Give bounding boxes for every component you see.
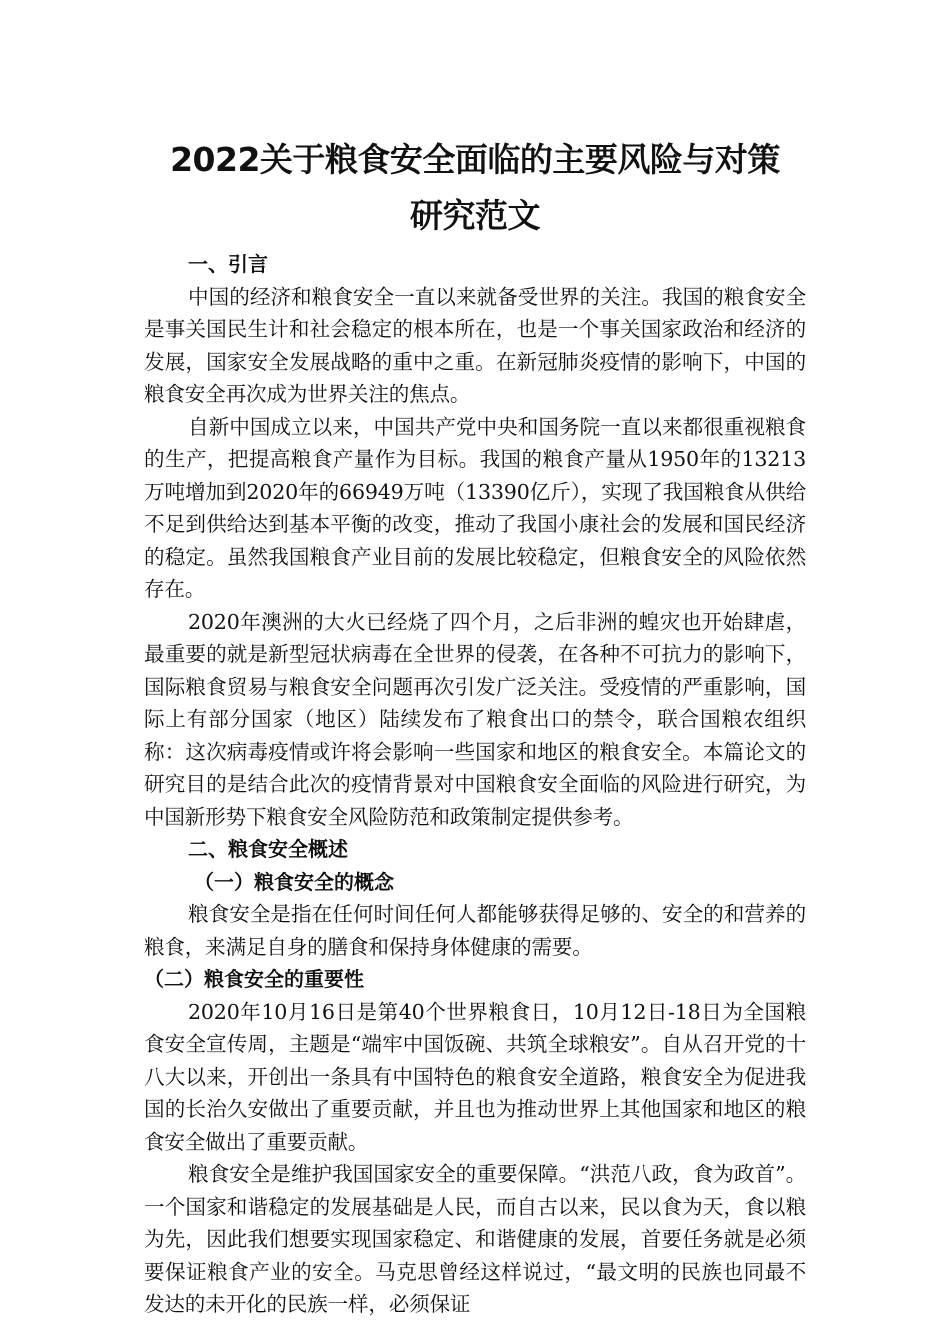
paragraph-3: 2020年澳洲的大火已经烧了四个月，之后非洲的蝗灾也开始肆虐，最重要的就是新型冠状病毒在全世界的侵袭，在各种不可抗力的影响下，国际粮食贸易与粮食安全问题再次引发广泛关注。受疫情的严重影响，国际上有部分国家（地区）陆续发布了粮食出口的禁令，联合国粮农组织称：这次病毒疫情或许将会影响一些国家和地区的粮食安全。本篇论文的研究目的是结合此次的疫情背景对中国粮食安全面临的风险进行研究，为中国新形势下粮食安全风险防范和政策制定提供参考。 (144, 609, 806, 829)
title-line-2: 研究范文 (410, 196, 540, 235)
subsection-heading-concept: （一）粮食安全的概念 (194, 869, 394, 894)
subsection-heading-importance: （二）粮食安全的重要性 (144, 967, 364, 991)
document-title (144, 132, 806, 244)
paragraph-1: 中国的经济和粮食安全一直以来就备受世界的关注。我国的粮食安全是事关国民生计和社会稳定的根本所在，也是一个事关国家政治和经济的发展，国家安全发展战略的重中之重。在新冠肺炎疫情的影响下，中国的粮食安全再次成为世界关注的焦点。 (144, 284, 806, 406)
section-heading-introduction: 一、引言 (188, 252, 268, 276)
section-heading-overview: 二、粮食安全概述 (188, 837, 348, 861)
paragraph-6: 粮食安全是维护我国国家安全的重要保障。“洪范八政，食为政首”。一个国家和谐稳定的发展基础是人民，而自古以来，民以食为天，食以粮为先，因此我们想要实现国家稳定、和谐健康的发展，首要任务就是必须要保证粮食产业的安全。马克思曾经这样说过，“最文明的民族也同最不发达的未开化的民族一样，必须保证 (144, 1162, 806, 1316)
paragraph-5: 2020年10月16日是第40个世界粮食日，10月12日-18日为全国粮食安全宣传周，主题是“端牢中国饭碗、共筑全球粮安”。自从召开党的十八大以来，开创出一条具有中国特色的粮食安全道路，粮食安全为促进我国的长治久安做出了重要贡献，并且也为推动世界上其他国家和地区的粮食安全做出了重要贡献。 (144, 999, 806, 1154)
paragraph-4: 粮食安全是指在任何时间任何人都能够获得足够的、安全的和营养的粮食，来满足自身的膳食和保持身体健康的需要。 (144, 902, 806, 959)
title-line-1: 2022关于粮食安全面临的主要风险与对策 (170, 140, 780, 179)
paragraph-2: 自新中国成立以来，中国共产党中央和国务院一直以来都很重视粮食的生产，把提高粮食产量作为目标。我国的粮食产量从1950年的13213万吨增加到2020年的66949万吨（13390亿斤），实现了我国粮食从供给不足到供给达到基本平衡的改变，推动了我国小康社会的发展和国民经济的稳定。虽然我国粮食产业目前的发展比较稳定，但粮食安全的风险依然存在。 (144, 414, 806, 601)
document-page (144, 132, 806, 1321)
